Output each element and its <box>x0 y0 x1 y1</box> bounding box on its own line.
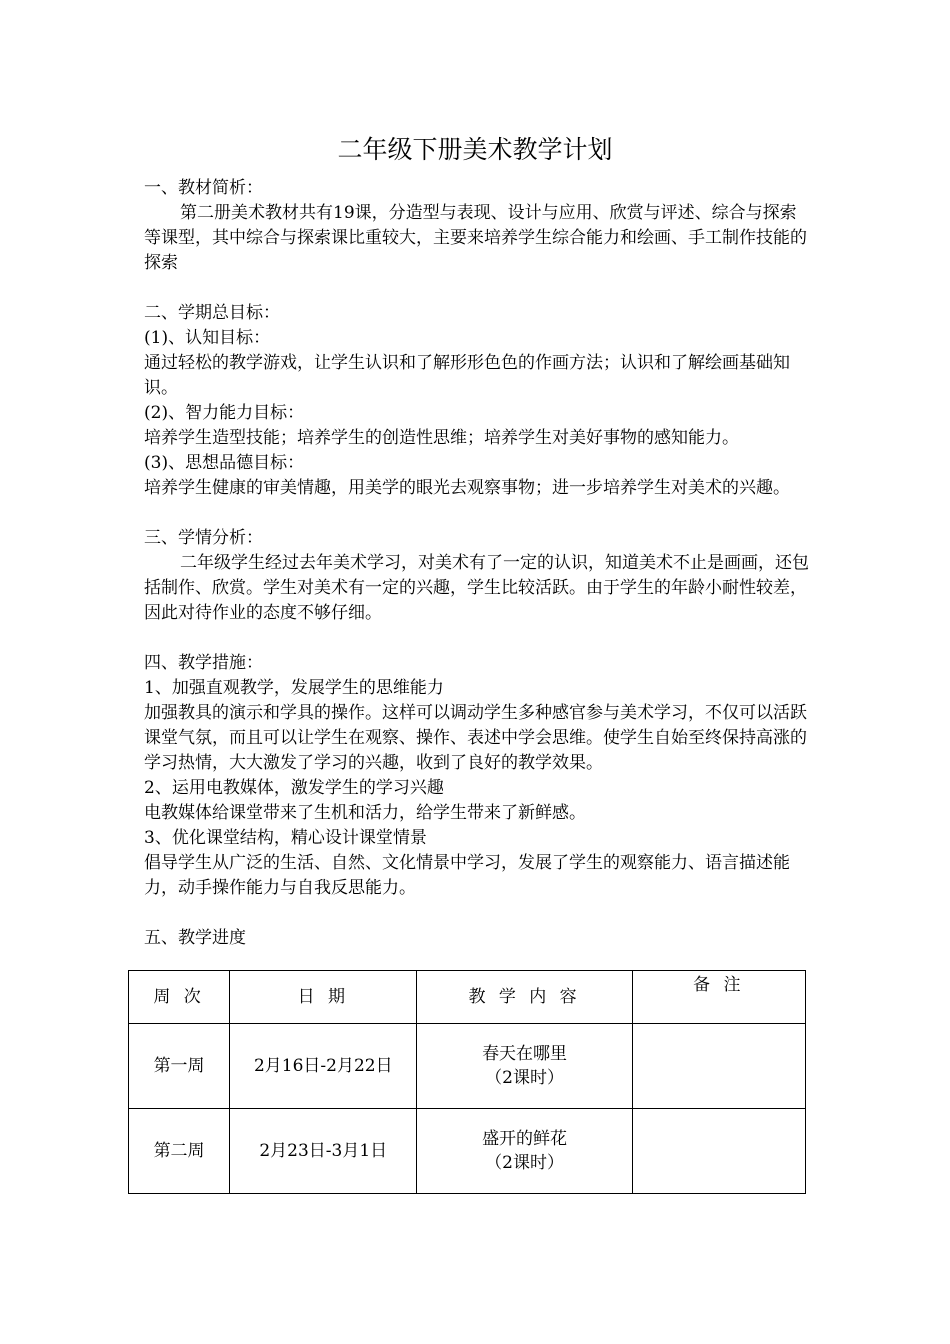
measure-3-text: 倡导学生从广泛的生活、自然、文化情景中学习，发展了学生的观察能力、语言描述能力，动手操作能力与自我反思能力。 <box>144 853 790 898</box>
section-heading-measures: 四、教学措施： <box>144 653 263 673</box>
header-content: 教 学 内 容 <box>417 971 632 1024</box>
goal-moral-text: 培养学生健康的审美情趣，用美学的眼光去观察事物；进一步培养学生对美术的兴趣。 <box>144 478 790 498</box>
lesson-hours: （2课时） <box>485 1153 564 1173</box>
document-body <box>144 176 810 951</box>
page-title: 二年级下册美术教学计划 <box>337 135 613 164</box>
goal-cognitive-text: 通过轻松的教学游戏，让学生认识和了解形形色色的作画方法；认识和了解绘画基础知识。 <box>144 353 790 398</box>
lesson-title: 春天在哪里 <box>482 1044 568 1064</box>
measure-2-text: 电教媒体给课堂带来了生机和活力，给学生带来了新鲜感。 <box>144 803 586 823</box>
cell-content <box>417 1109 632 1194</box>
goal-cognitive-label: (1)、认知目标： <box>144 328 271 348</box>
cell-date: 2月16日-2月22日 <box>230 1024 417 1109</box>
cell-content <box>417 1024 632 1109</box>
materials-paragraph: 第二册美术教材共有19课，分造型与表现、设计与应用、欣赏与评述、综合与探索等课型，其中综合与探索课比重较大，主要来培养学生综合能力和绘画、手工制作技能的探索 <box>144 203 807 273</box>
schedule-table <box>128 970 806 1194</box>
header-date: 日 期 <box>230 971 417 1024</box>
table-row <box>129 1024 806 1109</box>
section-heading-schedule: 五、教学进度 <box>144 928 246 948</box>
goal-moral-label: (3)、思想品德目标： <box>144 453 305 473</box>
analysis-paragraph: 二年级学生经过去年美术学习，对美术有了一定的认识，知道美术不止是画画，还包括制作、欣赏。学生对美术有一定的兴趣，学生比较活跃。由于学生的年龄小耐性较差，因此对待作业的态度不够仔细。 <box>144 553 809 623</box>
header-note: 备 注 <box>632 971 805 1024</box>
header-week: 周 次 <box>129 971 230 1024</box>
section-heading-analysis: 三、学情分析： <box>144 528 263 548</box>
measure-1-text: 加强教具的演示和学具的操作。这样可以调动学生多种感官参与美术学习，不仅可以活跃课堂气氛，而且可以让学生在观察、操作、表述中学会思维。使学生自始至终保持高涨的学习热情，大大激发了学习的兴趣，收到了良好的教学效果。 <box>144 703 807 773</box>
measure-2-title: 2、运用电教媒体，激发学生的学习兴趣 <box>144 778 444 798</box>
goal-ability-text: 培养学生造型技能；培养学生的创造性思维；培养学生对美好事物的感知能力。 <box>144 428 739 448</box>
table-header-row <box>129 971 806 1024</box>
section-heading-goals: 二、学期总目标： <box>144 303 280 323</box>
goal-ability-label: (2)、智力能力目标： <box>144 403 305 423</box>
lesson-hours: （2课时） <box>485 1068 564 1088</box>
cell-week: 第一周 <box>129 1024 230 1109</box>
cell-date: 2月23日-3月1日 <box>230 1109 417 1194</box>
cell-note <box>632 1024 805 1109</box>
section-heading-materials: 一、教材简析： <box>144 178 263 198</box>
cell-week: 第二周 <box>129 1109 230 1194</box>
table-row <box>129 1109 806 1194</box>
cell-note <box>632 1109 805 1194</box>
measure-3-title: 3、优化课堂结构，精心设计课堂情景 <box>144 828 427 848</box>
measure-1-title: 1、加强直观教学，发展学生的思维能力 <box>144 678 444 698</box>
lesson-title: 盛开的鲜花 <box>482 1129 568 1149</box>
